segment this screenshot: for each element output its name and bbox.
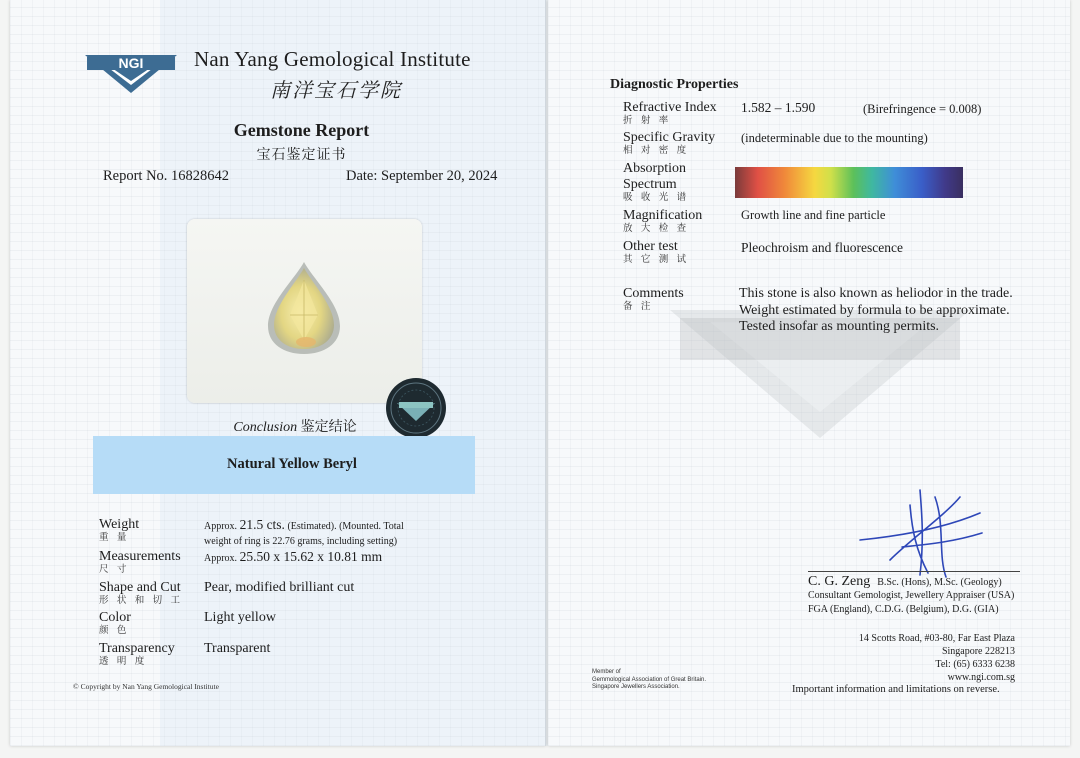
color-label-cn: 颜 色 xyxy=(99,626,130,636)
comment-line: This stone is also known as heliodor in the trade. xyxy=(739,286,1013,301)
spectrum-label: Spectrum xyxy=(623,177,677,192)
address-tel: Tel: (65) 6333 6238 xyxy=(935,659,1015,670)
shape-cut-value: Pear, modified brilliant cut xyxy=(204,580,355,595)
ngi-logo xyxy=(83,43,179,97)
birefringence-value: (Birefringence = 0.008) xyxy=(863,102,982,116)
copyright: © Copyright by Nan Yang Gemological Institute xyxy=(73,682,219,691)
color-label: Color xyxy=(99,610,131,625)
weight-label: Weight xyxy=(99,517,140,532)
conclusion-label: Conclusion xyxy=(233,420,298,435)
membership-line: Singapore Jewellers Association. xyxy=(592,684,680,690)
absorption-spectrum-bar xyxy=(735,167,963,198)
signatory-title: Consultant Gemologist, Jewellery Appraiser (USA) xyxy=(808,590,1015,601)
magnification-label: Magnification xyxy=(623,208,703,223)
other-test-label: Other test xyxy=(623,239,678,254)
diagnostic-title: Diagnostic Properties xyxy=(610,77,739,92)
signatory-name xyxy=(808,574,1002,590)
signature xyxy=(850,485,990,580)
specific-gravity-value: (indeterminable due to the mounting) xyxy=(741,131,928,145)
refractive-index-label: Refractive Index xyxy=(623,100,717,115)
weight-value xyxy=(204,517,404,549)
shape-cut-label: Shape and Cut xyxy=(99,580,181,595)
weight-label-cn: 重 量 xyxy=(99,533,130,543)
other-test-label-cn: 其 它 测 试 xyxy=(623,255,690,265)
transparency-label: Transparency xyxy=(99,641,175,656)
address-web[interactable]: www.ngi.com.sg xyxy=(947,672,1015,683)
signature-line xyxy=(808,571,1020,572)
institute-name-cn: 南洋宝石学院 xyxy=(270,80,402,102)
conclusion-label-cn: 鉴定结论 xyxy=(300,420,357,435)
comment-line: Tested insofar as mounting permits. xyxy=(739,319,940,334)
report-number: Report No. 16828642 xyxy=(103,168,230,184)
absorption-label-cn: 吸 收 光 谱 xyxy=(623,193,690,203)
signatory-name-text: C. G. Zeng xyxy=(808,574,871,589)
weight-value-rest: (Estimated). (Mounted. Total xyxy=(287,521,404,532)
refractive-index-value: 1.582 – 1.590 xyxy=(741,100,816,115)
weight-value-carats: 21.5 cts. xyxy=(239,517,285,532)
specific-gravity-label: Specific Gravity xyxy=(623,130,716,145)
membership-line: Gemmological Association of Great Britain. xyxy=(592,676,707,683)
magnification-value: Growth line and fine particle xyxy=(741,208,886,222)
comments-label: Comments xyxy=(623,286,684,301)
absorption-label: Absorption xyxy=(623,161,686,176)
transparency-value: Transparent xyxy=(204,641,271,656)
membership-note xyxy=(592,669,706,692)
institute-name: Nan Yang Gemological Institute xyxy=(194,47,471,71)
signatory-credentials: B.Sc. (Hons), M.Sc. (Geology) xyxy=(877,577,1002,588)
measurements-label-cn: 尺 寸 xyxy=(99,565,130,575)
conclusion-heading xyxy=(0,416,590,436)
transparency-label-cn: 透 明 度 xyxy=(99,657,148,667)
important-note: Important information and limitations on reverse. xyxy=(792,684,1000,695)
membership-line: Member of xyxy=(592,669,621,675)
measurements-value-prefix: Approx. xyxy=(204,553,238,564)
report-title: Gemstone Report xyxy=(233,120,370,140)
comments-value xyxy=(739,286,1039,336)
address-line-1: 14 Scotts Road, #03-80, Far East Plaza xyxy=(858,633,1015,644)
comments-label-cn: 备 注 xyxy=(623,302,654,312)
specific-gravity-label-cn: 相 对 密 度 xyxy=(623,146,690,156)
measurements-value-dims: 25.50 x 15.62 x 10.81 mm xyxy=(239,549,383,564)
address-line-2: Singapore 228213 xyxy=(941,646,1015,657)
other-test-value: Pleochroism and fluorescence xyxy=(741,240,903,255)
gemstone-image xyxy=(264,260,344,356)
magnification-label-cn: 放 大 检 查 xyxy=(623,224,690,234)
weight-value-line2: weight of ring is 22.76 grams, including setting) xyxy=(204,536,398,547)
comment-line: Weight estimated by formula to be approximate. xyxy=(739,302,1010,318)
refractive-index-label-cn: 折 射 率 xyxy=(623,116,672,126)
weight-value-prefix: Approx. xyxy=(204,521,238,532)
color-value: Light yellow xyxy=(204,610,276,625)
measurements-label: Measurements xyxy=(99,549,181,564)
report-title-cn: 宝石鉴定证书 xyxy=(256,148,347,163)
signatory-qualifications: FGA (England), C.D.G. (Belgium), D.G. (GIA) xyxy=(808,604,999,615)
conclusion-result: Natural Yellow Beryl xyxy=(227,456,357,472)
logo-text: NGI xyxy=(118,55,144,71)
measurements-value xyxy=(204,549,382,566)
report-date: Date: September 20, 2024 xyxy=(346,168,498,184)
shape-cut-label-cn: 形 状 和 切 工 xyxy=(99,596,184,606)
